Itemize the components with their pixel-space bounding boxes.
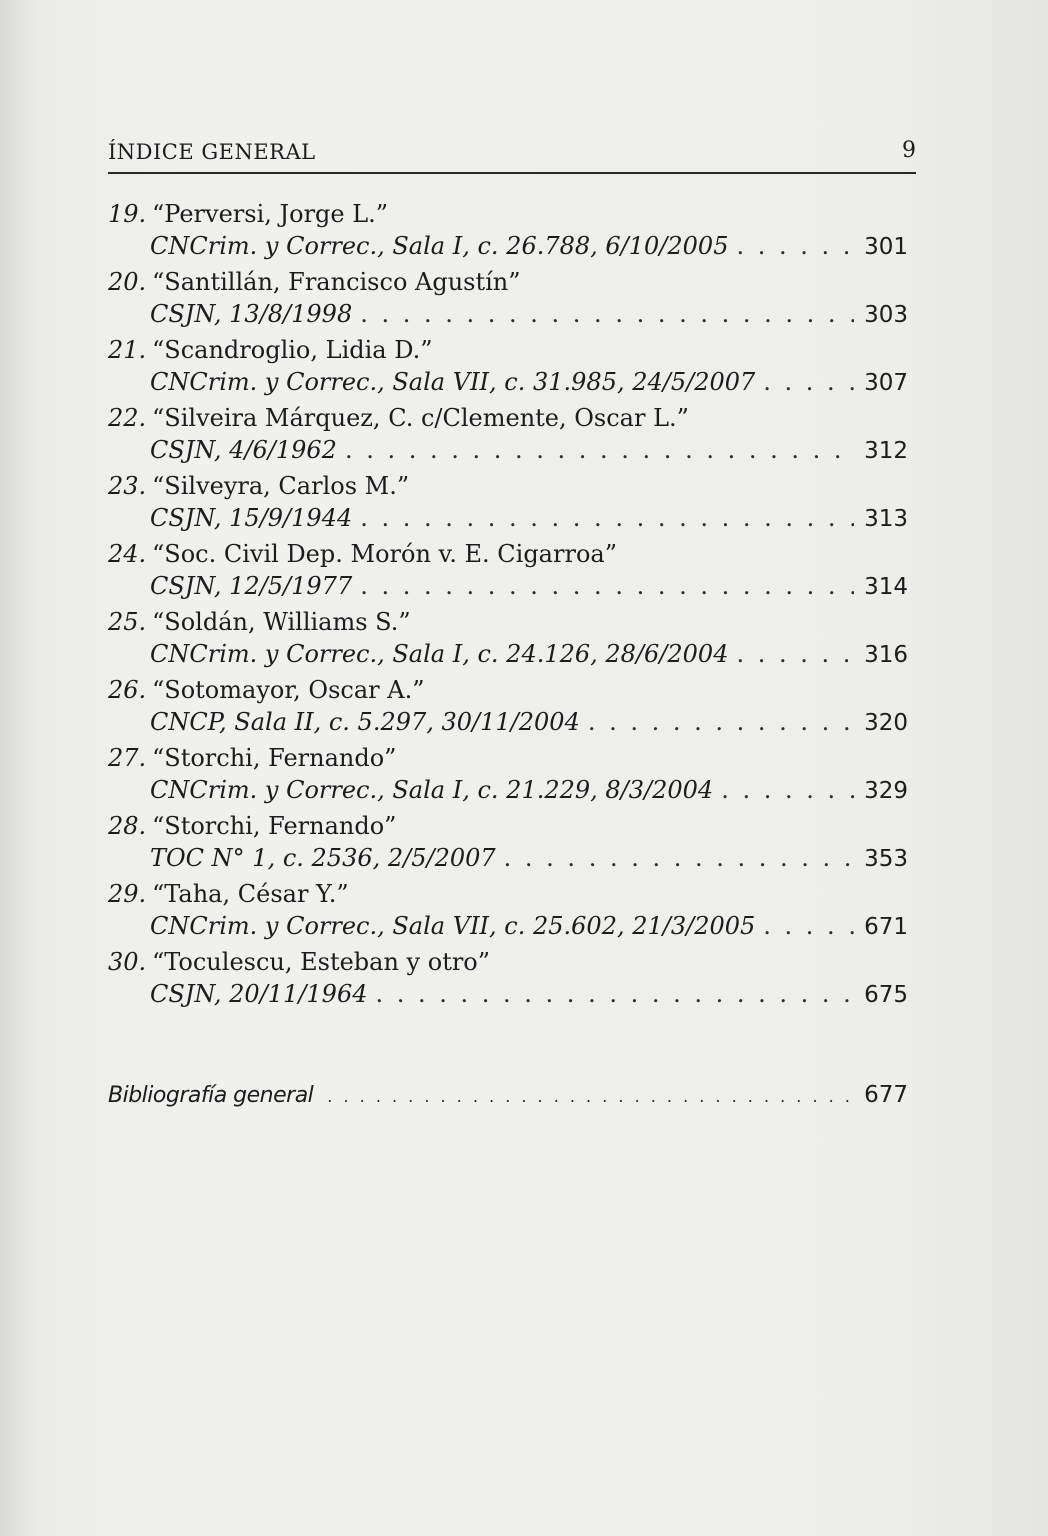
entry-case-name: “Soc. Civil Dep. Morón v. E. Cigarroa” (152, 540, 617, 568)
entry-case-name: “Silveira Márquez, C. c/Clemente, Oscar L.” (152, 404, 689, 432)
entry-case-name: “Taha, César Y.” (152, 880, 349, 908)
entry-case-line (108, 404, 689, 432)
entry-citation-line (150, 300, 908, 332)
dot-leader (763, 912, 854, 940)
dot-leader (588, 708, 854, 736)
entry-citation: CSJN, 20/11/1964 (150, 980, 368, 1008)
entry-case-name: “Silveyra, Carlos M.” (152, 472, 410, 500)
entry-case-line (108, 676, 425, 704)
index-entry (108, 336, 908, 404)
entry-page: 314 (864, 574, 908, 600)
entry-citation: TOC N° 1, c. 2536, 2/5/2007 (150, 844, 496, 872)
index-entry (108, 608, 908, 676)
entry-page: 301 (864, 234, 908, 260)
entry-case-name: “Soldán, Williams S.” (152, 608, 411, 636)
entry-page: 353 (864, 846, 908, 872)
entry-page: 329 (864, 778, 908, 804)
entry-number: 27. (108, 744, 147, 772)
entry-case-name: “Toculescu, Esteban y otro” (152, 948, 491, 976)
dot-leader (360, 572, 854, 600)
entry-citation: CSJN, 15/9/1944 (150, 504, 353, 532)
entry-number: 30. (108, 948, 147, 976)
entry-citation-line (150, 912, 908, 944)
dot-leader (736, 640, 854, 668)
index-entry (108, 676, 908, 744)
entry-case-line (108, 540, 617, 568)
index-entry (108, 880, 908, 948)
entry-page: 303 (864, 302, 908, 328)
entry-case-line (108, 200, 388, 228)
entry-citation: CNCrim. y Correc., Sala VII, c. 31.985, 24/5/2007 (150, 368, 756, 396)
entry-citation: CSJN, 12/5/1977 (150, 572, 353, 600)
entry-number: 26. (108, 676, 147, 704)
dot-leader (360, 300, 854, 328)
entry-citation: CNCrim. y Correc., Sala I, c. 26.788, 6/10/2005 (150, 232, 729, 260)
entry-citation: CNCrim. y Correc., Sala I, c. 21.229, 8/3/2004 (150, 776, 714, 804)
header-title: ÍNDICE GENERAL (108, 140, 316, 164)
index-entry (108, 268, 908, 336)
bibliography-entry (108, 1082, 908, 1116)
index-entry-list (108, 200, 908, 1016)
entry-citation-line (150, 572, 908, 604)
entry-case-name: “Santillán, Francisco Agustín” (152, 268, 521, 296)
index-entry (108, 744, 908, 812)
index-entry (108, 948, 908, 1016)
entry-citation-line (150, 436, 908, 468)
entry-page: 675 (864, 982, 908, 1008)
entry-citation-line (150, 980, 908, 1012)
entry-page: 320 (864, 710, 908, 736)
bibliography-label: Bibliografía general (108, 1083, 314, 1108)
entry-number: 24. (108, 540, 147, 568)
entry-number: 21. (108, 336, 147, 364)
bibliography-page: 677 (864, 1082, 908, 1108)
dot-leader (375, 980, 854, 1008)
dot-leader (345, 436, 854, 464)
entry-number: 29. (108, 880, 147, 908)
dot-leader (763, 368, 854, 396)
entry-case-line (108, 880, 349, 908)
index-entry (108, 404, 908, 472)
dot-leader (327, 1087, 854, 1106)
entry-number: 19. (108, 200, 147, 228)
entry-citation: CSJN, 4/6/1962 (150, 436, 337, 464)
entry-case-line (108, 472, 409, 500)
entry-number: 22. (108, 404, 147, 432)
entry-case-line (108, 812, 396, 840)
entry-number: 25. (108, 608, 147, 636)
entry-case-line (108, 336, 433, 364)
entry-citation-line (150, 844, 908, 876)
entry-citation-line (150, 776, 908, 808)
dot-leader (736, 232, 854, 260)
header-page-number: 9 (902, 138, 916, 163)
entry-citation: CSJN, 13/8/1998 (150, 300, 353, 328)
entry-page: 316 (864, 642, 908, 668)
entry-case-name: “Scandroglio, Lidia D.” (152, 336, 433, 364)
index-entry (108, 812, 908, 880)
dot-leader (504, 844, 854, 872)
entry-number: 20. (108, 268, 147, 296)
entry-citation: CNCrim. y Correc., Sala I, c. 24.126, 28/6/2004 (150, 640, 729, 668)
entry-number: 23. (108, 472, 147, 500)
entry-citation-line (150, 368, 908, 400)
running-header (108, 138, 916, 174)
entry-case-name: “Storchi, Fernando” (152, 812, 397, 840)
entry-citation: CNCP, Sala II, c. 5.297, 30/11/2004 (150, 708, 580, 736)
entry-case-line (108, 268, 521, 296)
entry-page: 312 (864, 438, 908, 464)
entry-case-name: “Sotomayor, Oscar A.” (152, 676, 425, 704)
entry-case-line (108, 948, 490, 976)
entry-number: 28. (108, 812, 147, 840)
dot-leader (360, 504, 854, 532)
entry-case-line (108, 608, 411, 636)
entry-citation: CNCrim. y Correc., Sala VII, c. 25.602, 21/3/2005 (150, 912, 756, 940)
index-entry (108, 540, 908, 608)
index-entry (108, 200, 908, 268)
entry-page: 307 (864, 370, 908, 396)
entry-page: 671 (864, 914, 908, 940)
entry-citation-line (150, 708, 908, 740)
entry-citation-line (150, 640, 908, 672)
entry-case-name: “Perversi, Jorge L.” (152, 200, 389, 228)
index-entry (108, 472, 908, 540)
entry-case-name: “Storchi, Fernando” (152, 744, 397, 772)
entry-page: 313 (864, 506, 908, 532)
entry-citation-line (150, 232, 908, 264)
entry-case-line (108, 744, 396, 772)
entry-citation-line (150, 504, 908, 536)
dot-leader (721, 776, 854, 804)
